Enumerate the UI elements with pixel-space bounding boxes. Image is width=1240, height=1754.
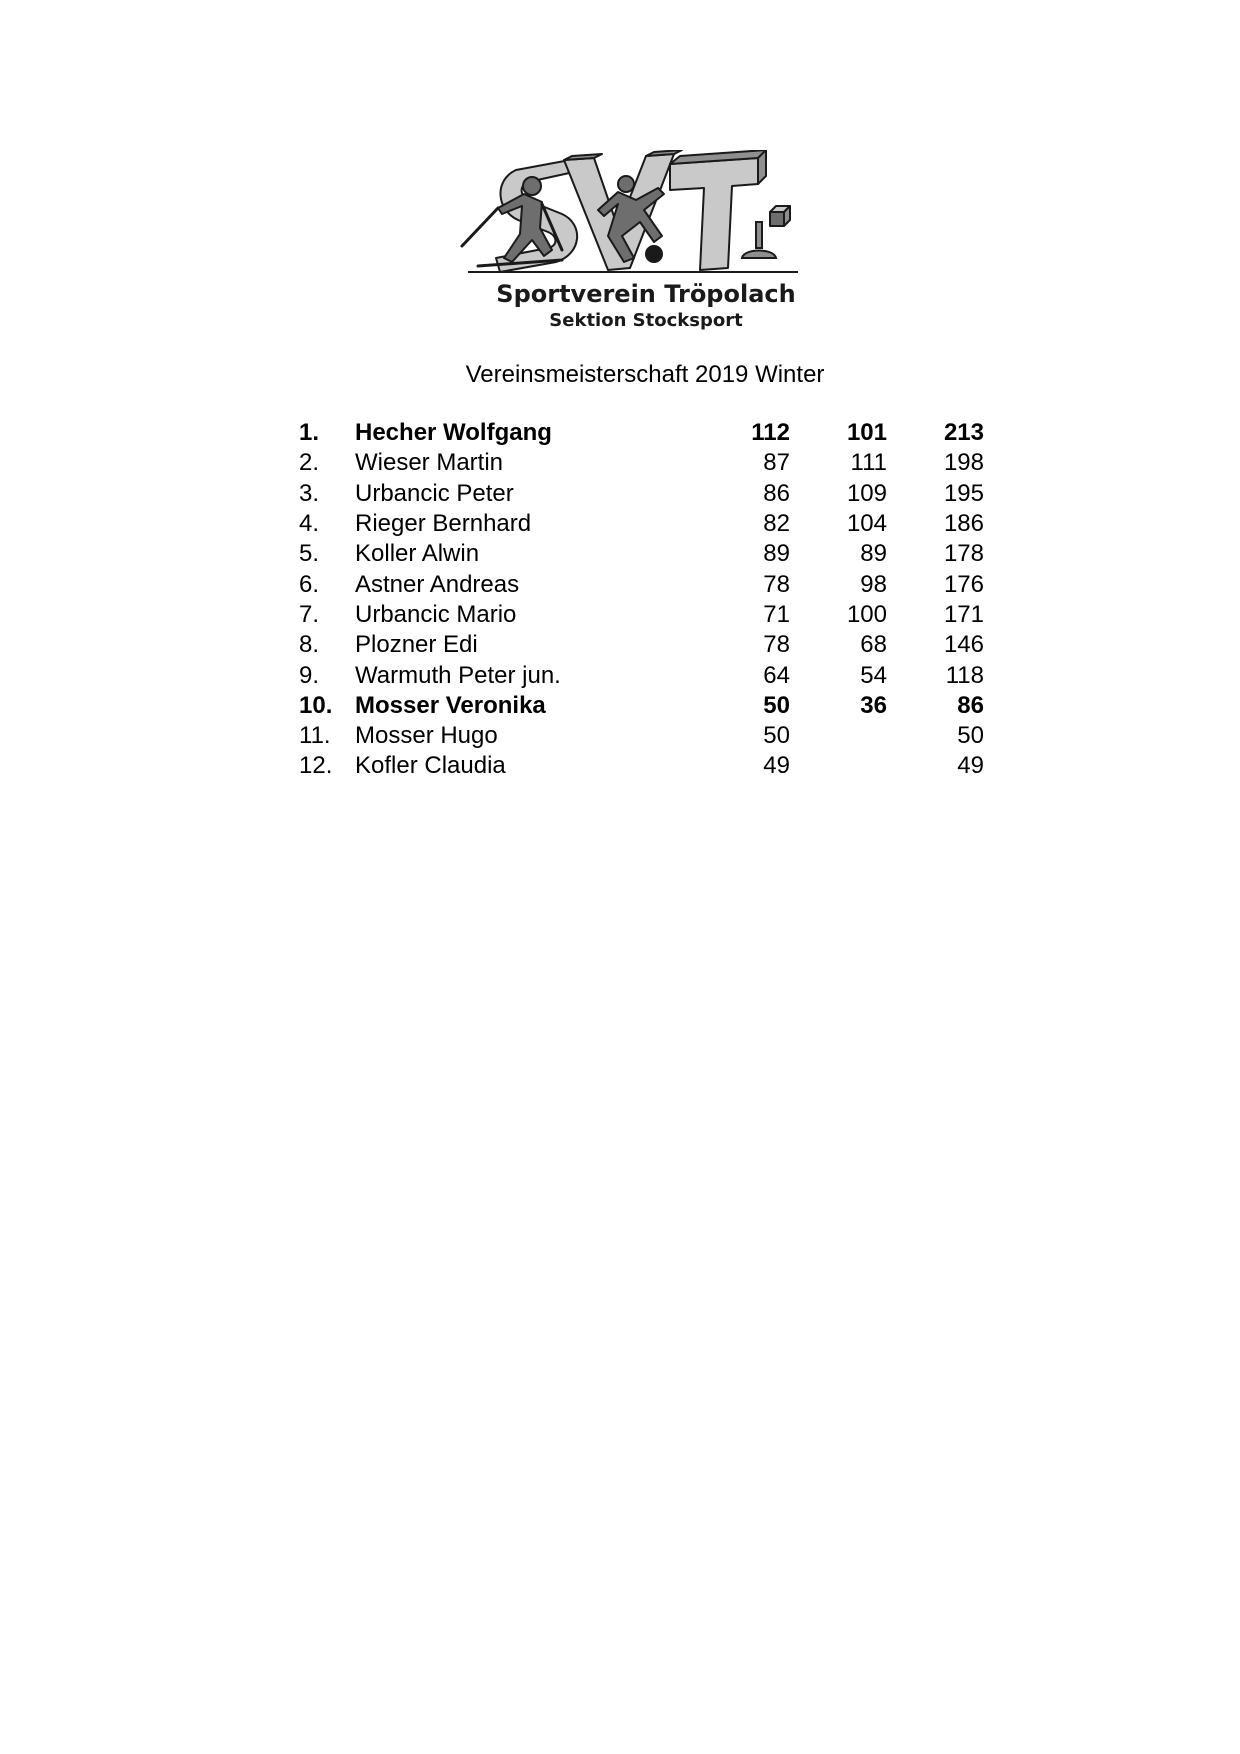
round-2-cell: 89 <box>860 540 887 568</box>
result-row <box>299 721 984 751</box>
results-table-body <box>299 418 984 782</box>
total-cell: 213 <box>943 419 984 447</box>
round-2-cell <box>790 721 887 751</box>
round-2-cell: 100 <box>846 600 887 628</box>
round-1-cell: 87 <box>763 449 790 477</box>
rank-cell: 9. <box>299 661 320 689</box>
round-1-cell: 64 <box>763 661 790 689</box>
total-cell: 146 <box>943 631 984 659</box>
total-cell: 171 <box>943 600 984 628</box>
result-row <box>299 569 984 599</box>
total-cell: 178 <box>943 540 984 568</box>
round-1-cell: 89 <box>763 540 790 568</box>
round-1-cell: 71 <box>763 600 790 628</box>
club-logo <box>458 150 838 350</box>
round-2-cell: 54 <box>860 661 887 689</box>
name-cell: Rieger Bernhard <box>355 510 532 538</box>
name-cell: Hecher Wolfgang <box>355 419 552 447</box>
round-1-cell: 86 <box>763 479 790 507</box>
name-cell: Warmuth Peter jun. <box>355 661 561 689</box>
rank-cell: 3. <box>299 479 320 507</box>
result-row <box>299 418 984 448</box>
rank-cell: 2. <box>299 449 320 477</box>
name-cell: Wieser Martin <box>355 449 504 477</box>
total-cell: 118 <box>945 661 984 689</box>
total-cell: 50 <box>957 722 984 750</box>
round-2-cell <box>790 751 887 781</box>
result-row <box>299 509 984 539</box>
rank-cell: 11. <box>299 722 331 750</box>
name-cell: Urbancic Peter <box>355 479 514 507</box>
total-cell: 195 <box>943 479 984 507</box>
total-cell: 49 <box>957 752 984 780</box>
name-cell: Mosser Hugo <box>355 722 498 750</box>
rank-cell: 6. <box>299 570 320 598</box>
result-row <box>299 751 984 781</box>
total-cell: 186 <box>943 510 984 538</box>
rank-cell: 7. <box>299 600 320 628</box>
logo-graphic <box>458 150 838 350</box>
rank-cell: 4. <box>299 510 320 538</box>
round-2-cell: 104 <box>846 510 887 538</box>
round-2-cell: 101 <box>846 419 887 447</box>
name-cell: Mosser Veronika <box>355 691 546 719</box>
result-row <box>299 660 984 690</box>
round-1-cell: 78 <box>763 570 790 598</box>
round-1-cell: 82 <box>763 510 790 538</box>
name-cell: Plozner Edi <box>355 631 478 659</box>
round-2-cell: 109 <box>846 479 887 507</box>
round-1-cell: 78 <box>763 631 790 659</box>
total-cell: 176 <box>943 570 984 598</box>
round-1-cell: 50 <box>763 722 790 750</box>
rank-cell: 10. <box>299 691 333 719</box>
result-row <box>299 539 984 569</box>
result-row <box>299 630 984 660</box>
result-row <box>299 448 984 478</box>
logo-line-2: Sektion Stocksport <box>549 310 743 331</box>
rank-cell: 1. <box>299 419 320 447</box>
page-title: Vereinsmeisterschaft 2019 Winter <box>465 361 825 388</box>
total-cell: 86 <box>957 691 984 719</box>
rank-cell: 5. <box>299 540 320 568</box>
rank-cell: 12. <box>299 752 333 780</box>
rank-cell: 8. <box>299 631 320 659</box>
name-cell: Kofler Claudia <box>355 752 506 780</box>
round-2-cell: 68 <box>860 631 887 659</box>
name-cell: Astner Andreas <box>355 570 520 598</box>
round-2-cell: 36 <box>860 691 887 719</box>
logo-line-1: Sportverein Tröpolach <box>496 280 796 308</box>
results-table <box>299 418 984 782</box>
result-row <box>299 600 984 630</box>
round-2-cell: 98 <box>860 570 887 598</box>
round-1-cell: 49 <box>763 752 790 780</box>
name-cell: Koller Alwin <box>355 540 480 568</box>
result-row <box>299 691 984 721</box>
name-cell: Urbancic Mario <box>355 600 517 628</box>
total-cell: 198 <box>943 449 984 477</box>
result-row <box>299 479 984 509</box>
round-1-cell: 112 <box>751 419 790 447</box>
round-1-cell: 50 <box>763 691 790 719</box>
round-2-cell: 111 <box>850 449 887 477</box>
